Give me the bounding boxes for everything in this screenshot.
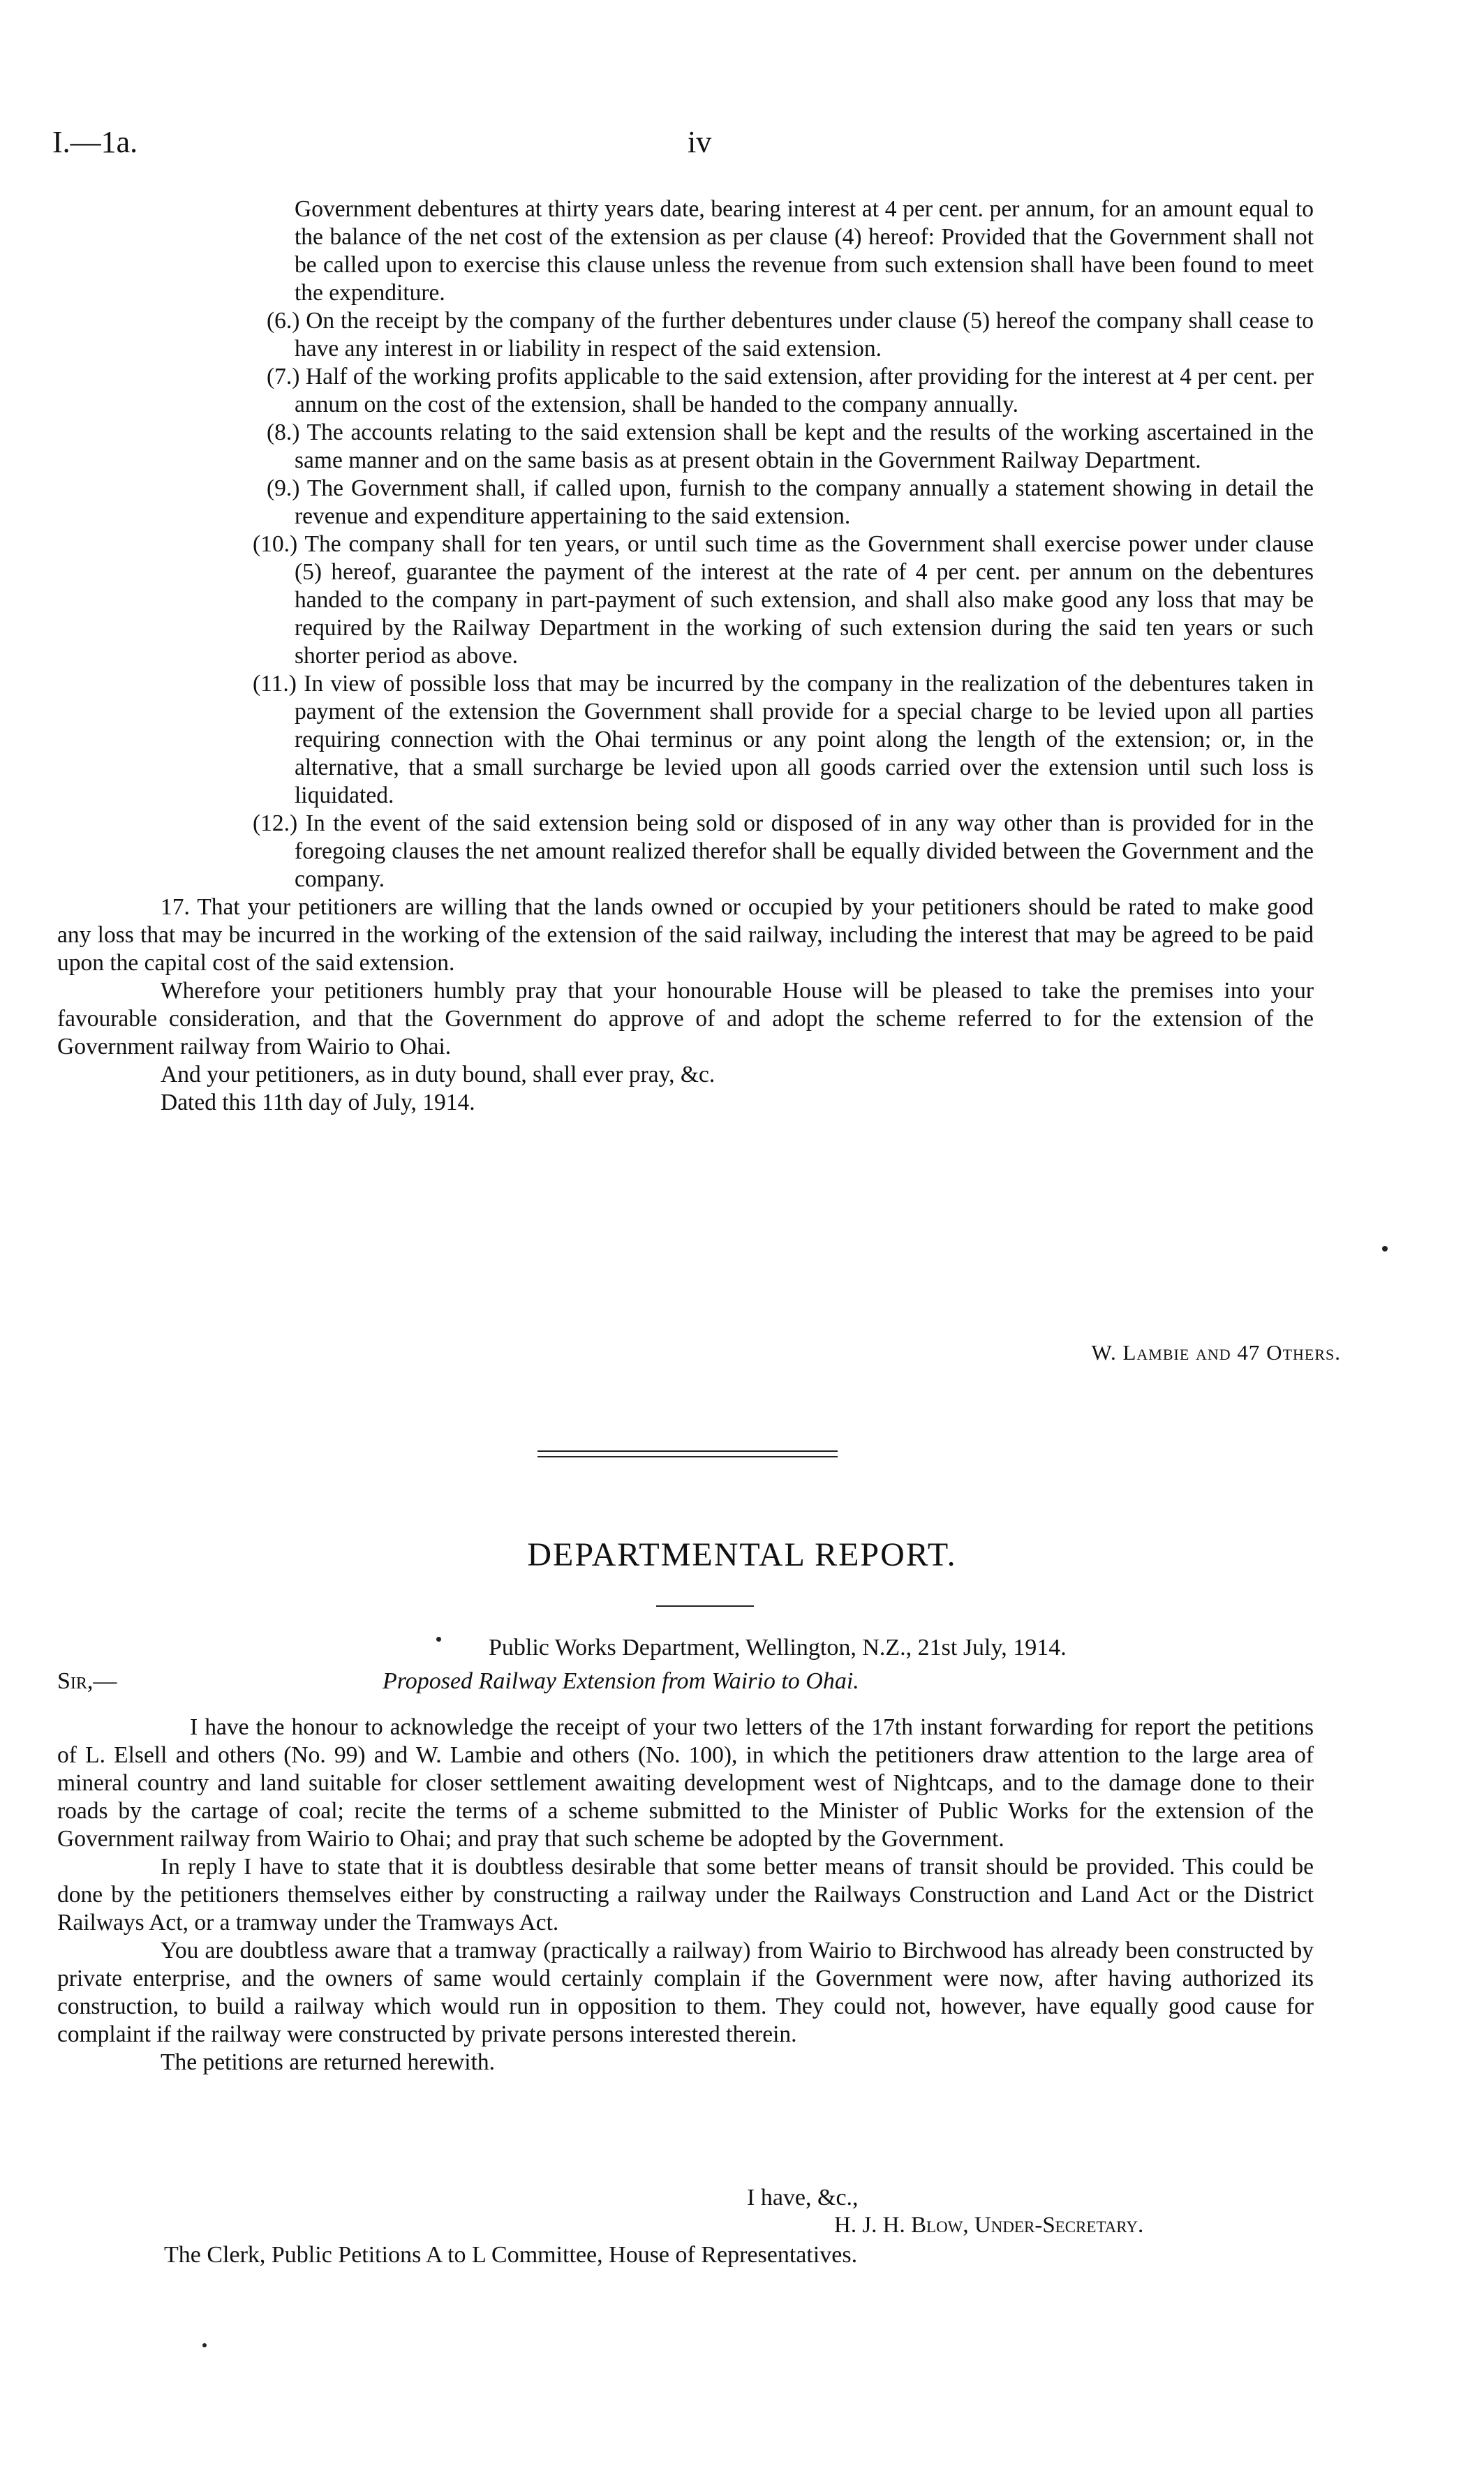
page-number: iv [688,125,712,159]
report-closing: I have, &c., [747,2185,859,2211]
petition-signature: W. Lambie and 47 Others. [1091,1340,1341,1365]
clause-number: (6.) [267,308,300,334]
section-divider-lower [537,1456,838,1457]
section-divider [537,1450,838,1452]
clause-7 [57,363,1314,419]
clause-number: (11.) [253,671,297,697]
clause-number: (10.) [253,531,298,557]
scan-speck [202,2343,207,2347]
clause-10 [57,530,1314,670]
clause-number: (8.) [267,419,300,445]
clause-text: The company shall for ten years, or until such time as the Government shall exercise power under clause (5) hereof, guarantee the payment of the interest at the rate of 4 per cent. per annum on the debentures handed to the company in part-payment of such extension, and shall also make good any loss that may be required by the Railway Department in the working of such extension during the said ten years or such shorter period as above. [295,531,1314,669]
petition-clauses [57,195,1314,1117]
clause-text: The accounts relating to the said extension shall be kept and the results of the working ascertained in the same manner and on the same basis as at present obtain in the Government Railway Department. [295,419,1314,473]
report-title: DEPARTMENTAL REPORT. [527,1536,957,1573]
clause-text: The Government shall, if called upon, furnish to the company annually a statement showing in detail the revenue and expenditure appertaining to the said extension. [295,475,1314,529]
report-body [57,1714,1314,2077]
report-address: Public Works Department, Wellington, N.Z., 21st July, 1914. [489,1635,1067,1661]
clause-6 [57,307,1314,363]
petition-prayer: Wherefore your petitioners humbly pray that your honourable House will be pleased to take the premises into your favourable consideration, and that the Government do approve of and adopt the scheme referred to for the extension of the Government railway from Wairio to Ohai. [57,978,1314,1060]
clause-text: In view of possible loss that may be incurred by the company in the realization of the debentures taken in payment of the extension the Government shall provide for a special charge to be levied upon all parties requiring connection with the Ohai terminus or any point along the length of the extension; or, in the alternative, that a small surcharge be levied upon all goods carried over the extension until such loss is liquidated. [295,671,1314,808]
clause-text: In the event of the said extension being sold or disposed of in any way other than is provided for in the foregoing clauses the net amount realized therefor shall be equally divided between the Government and the company. [295,810,1314,892]
clause-text: On the receipt by the company of the further debentures under clause (5) hereof the company shall cease to have any interest in or liability in respect of the said extension. [295,308,1314,362]
report-signature [834,2213,1143,2238]
scan-speck [1382,1246,1388,1252]
report-paragraph-3: You are doubtless aware that a tramway (practically a railway) from Wairio to Birchwood has already been constructed by private enterprise, and the owners of same would certainly complain if the Government were now, after having authorized its construction, to build a railway which would run in opposition to them. They could not, however, have equally good cause for complaint if the railway were constructed by private persons interested therein. [57,1938,1314,2047]
signatory: H. J. H. Blow, Under-Secretary. [834,2213,1144,2238]
clause-8 [57,419,1314,475]
petition-paragraph-17: 17. That your petitioners are willing that the lands owned or occupied by your petitioners should be rated to make good any loss that may be incurred in the working of the extension of the said railway, including the interest that may be agreed to be paid upon the capital cost of the said extension. [57,894,1314,976]
clause-number: (12.) [253,810,298,836]
report-paragraph-4: The petitions are returned herewith. [161,2049,496,2075]
scan-speck [436,1637,441,1642]
clause-number: (9.) [267,475,300,501]
clause-continuation: Government debentures at thirty years date, bearing interest at 4 per cent. per annum, for an amount equal to the balance of the net cost of the extension as per clause (4) hereof: Provided that the Government shall not be called upon to exercise this clause unless the revenue from such extension shall have been found to meet the expenditure. [295,196,1314,306]
clause-number: (7.) [267,364,300,389]
petition-closing: And your petitioners, as in duty bound, shall ever pray, &c. [161,1062,715,1087]
report-paragraph-1: I have the honour to acknowledge the receipt of your two letters of the 17th instant forwarding for report the petitions of L. Elsell and others (No. 99) and W. Lambie and others (No. 100), in which the petitioners draw attention to the large area of mineral country and land suitable for closer settlement awaiting development west of Nightcaps, and to the damage done to their roads by the cartage of coal; recite the terms of a scheme submitted to the Minister of Public Works for the extension of the Government railway from Wairio to Ohai; and pray that such scheme be adopted by the Government. [57,1714,1314,1852]
page-reference: I.—1a. [52,125,138,159]
salutation: Sir,— [57,1668,117,1694]
clause-11 [57,670,1314,810]
clause-9 [57,475,1314,530]
clause-text: Half of the working profits applicable to the said extension, after providing for the interest at 4 per cent. per annum on the cost of the extension, shall be handed to the company annually. [295,364,1314,417]
report-subject: Proposed Railway Extension from Wairio to Ohai. [383,1668,859,1694]
title-underline [656,1605,754,1607]
clause-12 [57,810,1314,893]
petition-date: Dated this 11th day of July, 1914. [161,1090,475,1115]
addressee: The Clerk, Public Petitions A to L Committee, House of Representatives. [164,2242,858,2268]
report-paragraph-2: In reply I have to state that it is doubtless desirable that some better means of transit should be provided. This could be done by the petitioners themselves either by constructing a railway under the Railways Construction and Land Act or the District Railways Act, or a tramway under the Tramways Act. [57,1854,1314,1936]
